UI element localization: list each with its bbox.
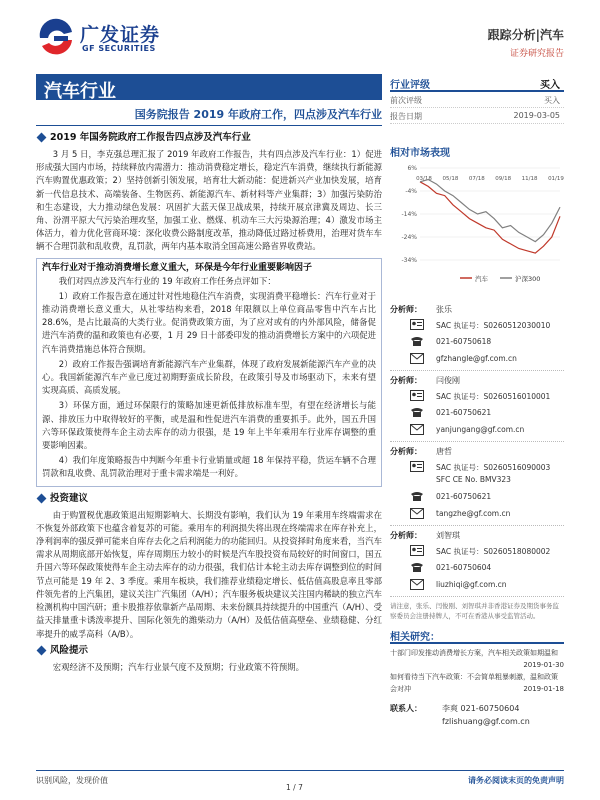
company-logo: [36, 18, 166, 58]
related-item[interactable]: [390, 647, 564, 671]
analyst-label: 分析师：: [390, 531, 422, 540]
related-item-date: 2019-01-30: [523, 661, 564, 669]
footer-disclaimer: 请务必阅读末页的免责声明: [468, 776, 564, 785]
report-date-row: [390, 108, 564, 124]
analyst-label: 分析师：: [390, 447, 422, 456]
analyst-label: 分析师：: [390, 376, 422, 385]
report-date-label: 报告日期: [390, 112, 422, 121]
y-tick-label: -14%: [401, 211, 417, 218]
analyst-email[interactable]: gfzhangle@gf.com.cn: [436, 354, 517, 363]
report-header: [0, 0, 600, 70]
id-card-icon: [410, 319, 424, 330]
page-footer: [36, 770, 564, 790]
email-icon: [410, 508, 424, 519]
analyst-sfc: SFC CE No. BMV323: [436, 475, 511, 484]
contact-phone: 李爽 021-60750604: [442, 704, 520, 713]
email-icon: [410, 424, 424, 435]
email-icon: [410, 579, 424, 590]
contact-block: [390, 701, 564, 731]
phone-icon: [410, 562, 424, 573]
analyst-email[interactable]: liuzhiqi@gf.com.cn: [436, 580, 507, 589]
contact-email[interactable]: fzlishuang@gf.com.cn: [442, 717, 530, 726]
paragraph: 我们对四点涉及汽车行业的 19 年政府工作任务点评如下：: [58, 275, 276, 286]
paragraph: 由于购置税优惠政策退出短期影响大、长期没有影响，我们认为 19 年乘用车终端需求在不恢复外部政策下也蕴含着复苏的可能。乘用车的利润损失将出现在终端需求在库存补充上，净利润率的强反弹可能来自库存去化之后利润能力的功能回归。从投资择时角度来看，当汽车需求从周期底部开始恢复，库存周期压力较小的时候是汽车股投资布局较好的时间窗口，国五升国六等环保政策使得车企主动去库存的动力很强，我们估计本轮主动去库存调整到位的时间节点可能是 19 年 2、3 季度。乘用车板块，我们推荐业绩稳定增长、低估值高股息率且零部件领先者的上汽集团，建议关注广汽集团（A/H）；汽车服务板块建议关注国内稀缺的独立汽车检测机构中国汽研；重卡股推荐依靠新产品周期、未来份额具持续提升的中国重汽（A/H）、受益天排量重卡诱泼率提升、国际化领先的潍柴动力（A/H）及低估值高壁垒、业绩稳健、分红率提升的威孚高科（A/B）。: [36, 509, 382, 639]
related-item[interactable]: [390, 671, 564, 695]
x-tick-label: 05/18: [442, 175, 459, 182]
rating-label: 行业评级: [390, 80, 430, 91]
analyst-list: [390, 300, 564, 621]
analyst-phone: 021-60750618: [436, 337, 492, 346]
phone-icon: [410, 491, 424, 502]
section-title-text: 投资建议: [50, 492, 89, 504]
analyst-sac: SAC 执证号：S0260516010001: [436, 392, 551, 401]
analyst-card: [390, 371, 564, 442]
report-type: 跟踪分析|汽车: [487, 28, 564, 42]
analyst-card: [390, 442, 564, 526]
x-tick-label: 07/18: [468, 175, 485, 182]
paragraph: 宏观经济不及预期；汽车行业景气度不及预期；行业政策不符预期。: [52, 661, 305, 672]
y-tick-label: -34%: [401, 257, 417, 264]
analyst-sac: SAC 执证号：S0260512030010: [436, 321, 551, 330]
report-subtitle: 证券研究报告: [509, 49, 564, 59]
phone-icon: [410, 336, 424, 347]
x-tick-label: 03/18: [416, 175, 432, 182]
performance-title: 相对市场表现: [390, 148, 450, 159]
id-card-icon: [410, 390, 424, 401]
diamond-bullet-icon: [37, 645, 47, 655]
related-research-title: 相关研究：: [390, 628, 564, 644]
rating-value: 买入: [540, 80, 560, 91]
section-title-text: 2019 年国务院政府工作报告四点涉及汽车行业: [50, 132, 251, 143]
series-line-1: [420, 180, 560, 242]
performance-chart: [390, 160, 564, 290]
related-research: [390, 628, 564, 731]
diamond-bullet-icon: [37, 133, 47, 143]
x-tick-label: 09/18: [495, 175, 512, 182]
y-tick-label: -4%: [405, 188, 417, 195]
id-card-icon: [410, 461, 424, 472]
main-content: [36, 130, 382, 676]
related-item-date: 2019-01-18: [523, 685, 564, 693]
x-tick-label: 01/19: [548, 175, 564, 182]
highlight-box: [36, 258, 382, 487]
footer-slogan: 识别风险，发现价值: [36, 776, 108, 785]
legend-label-hs300: 沪深300: [515, 275, 541, 283]
y-tick-label: -24%: [401, 234, 417, 241]
section-title: [36, 130, 382, 146]
gf-logo-icon: [36, 18, 76, 58]
paragraph: 2）政府工作报告强调培育新能源汽车产业集群，体现了政府发展新能源汽车产业的决心。我国新能源汽车产业已度过初期野蛮成长阶段，在政策引导及市场驱动下，未来有望实现高质、高质发展。: [42, 358, 376, 396]
analyst-email[interactable]: yanjungang@gf.com.cn: [436, 425, 525, 434]
previous-rating-row: [390, 92, 564, 108]
page-number: 1 / 7: [286, 783, 303, 792]
analyst-name: 闫俊刚: [436, 376, 460, 385]
rating-box: [390, 74, 564, 134]
rating-header: [390, 74, 564, 92]
related-item-text[interactable]: 如何看待当下汽车政策：不会简单粗暴刺激，温和政策会对冲: [390, 673, 558, 693]
section-title-text: 风险提示: [50, 644, 89, 656]
section-title: [36, 643, 382, 659]
analyst-phone: 021-60750621: [436, 408, 492, 417]
phone-icon: [410, 407, 424, 418]
industry-title: 汽车行业: [44, 81, 116, 102]
analyst-label: 分析师：: [390, 305, 422, 314]
analyst-email[interactable]: tangzhe@gf.com.cn: [436, 509, 511, 518]
analyst-sac: SAC 执证号：S0260518080002: [436, 547, 551, 556]
analyst-card: [390, 300, 564, 371]
analyst-sac: SAC 执证号：S0260516090003: [436, 463, 551, 472]
previous-rating-label: 前次评级: [390, 96, 422, 105]
previous-rating-value: 买入: [544, 96, 560, 105]
paragraph: 1）政府工作报告意在通过针对性地稳住汽车消费，实现消费平稳增长：汽车行业对于推动消费增长意义重大，从社零结构来看，2018 年限额以上单位商品零售中汽车占比 28.6%，是占比最高的大类行业。促消费政策方面，为了应对或有的内外部风险，储备促进汽车消费的温和政策也有必要，1 月 29 日十部委印发的推动消费增长方案中的六项促进汽车消费措施总体符合预期。: [42, 290, 376, 354]
logo-chinese-name: 广发证券: [80, 24, 161, 46]
analyst-phone: 021-60750621: [436, 492, 492, 501]
industry-title-bar: [36, 74, 382, 100]
email-icon: [410, 353, 424, 364]
series-line-0: [420, 182, 560, 253]
report-date-value: 2019-03-05: [513, 111, 560, 120]
paragraph: 3）环保方面，通过环保限行的策略加速更新低排放标准车型，有望在经济增长与能源、排放压力中取得较好的平衡，或是温和性促进汽车消费的重要抓手。此外，国五升国六等环保政策使得车企主动去库存的动力很强，是 19 年上半年乘用车行业库存调整的重要影响因素。: [42, 400, 376, 451]
contact-label: 联系人：: [390, 704, 422, 713]
analyst-name: 张乐: [436, 305, 452, 314]
paragraph: 3 月 5 日，李克强总理汇报了 2019 年政府工作报告，共有四点涉及汽车行业：1）促进形成强大国内市场，持续释放内需潜力：推动消费稳定增长，稳定汽车消费，继续执行新能源汽车购置优惠政策；2）坚持创新引领发展，培育壮大新动能：促进新兴产业加快发展，培育新一代信息技术、高端装备、生物医药、新能源汽车、新材料等产业集群；3）加强污染防治和生态建设，大力推动绿色发展：巩固扩大蓝天保卫战成果，持续开展京津冀及周边、长三角、汾渭平原大气污染治理攻坚，加强工业、燃煤、机动车三大污染源治理；4）激发市场主体活力，着力优化营商环境：深化收费公路制度改革，推动降低过路过桥费用，治理对货车车辆不合理罚款和乱收费，乱罚款，两年内基本取消全国高速公路省界收费站。: [36, 149, 382, 252]
highlight-title: 汽车行业对于推动消费增长意义重大，环保是今年行业重要影响因子: [42, 262, 313, 273]
report-headline: 国务院报告 2019 年政府工作，四点涉及汽车行业: [36, 104, 382, 126]
legend-label-auto: 汽车: [475, 275, 488, 283]
logo-english-name: GF SECURITIES: [82, 44, 156, 53]
diamond-bullet-icon: [37, 493, 47, 503]
x-tick-label: 11/18: [521, 175, 538, 182]
y-tick-label: 6%: [407, 165, 417, 172]
analyst-name: 唐哲: [436, 447, 452, 456]
related-item-text[interactable]: 十部门印发推动消费增长方案，汽车相关政策如期温和: [390, 649, 558, 657]
analyst-phone: 021-60750604: [436, 563, 492, 572]
id-card-icon: [410, 545, 424, 556]
analyst-disclaimer: 请注意，张乐、闫俊刚、刘智琪并非香港证券及期货事务监察委员会注册持牌人，不可在香港从事受监管活动。: [390, 602, 559, 620]
analyst-name: 刘智琪: [436, 531, 460, 540]
paragraph: 4）我们年度策略报告中判断今年重卡行业销量或超 18 年保持平稳，货运车辆不合理罚款和乱收费、乱罚款治理对于重卡需求端是一利好。: [42, 455, 376, 479]
section-title: [36, 491, 382, 507]
analyst-card: [390, 526, 564, 597]
